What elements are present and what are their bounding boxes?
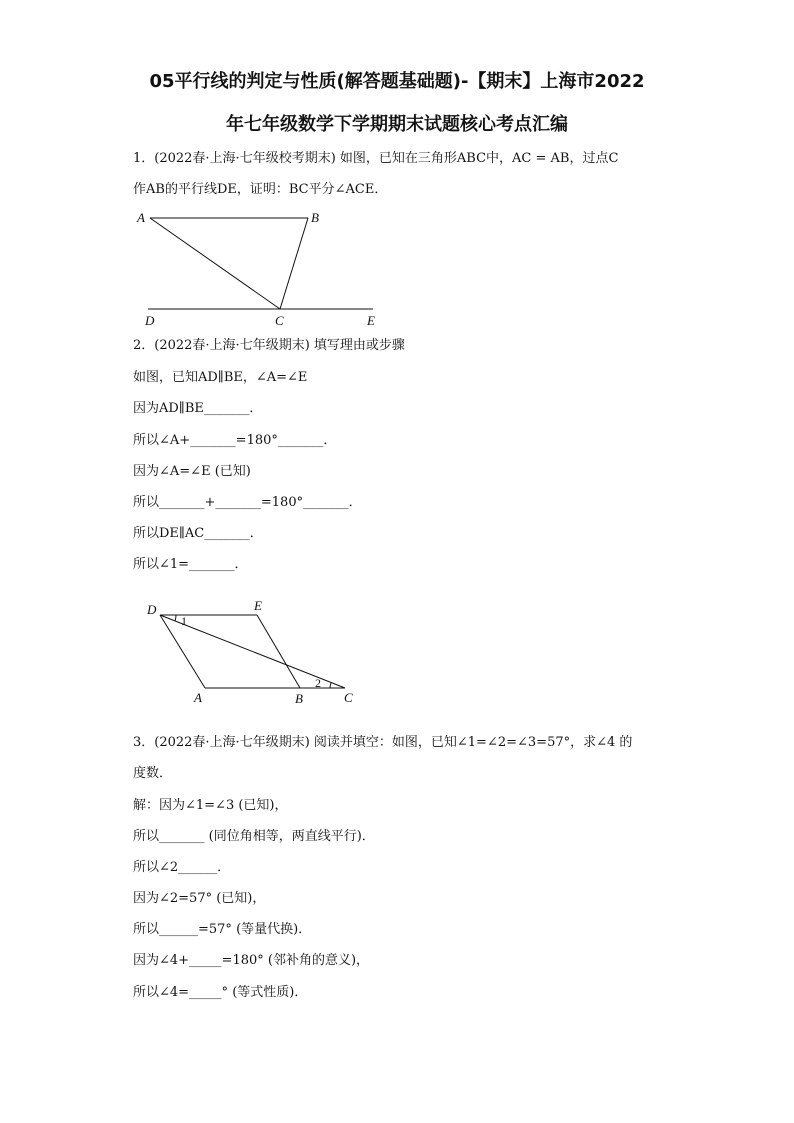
- document-title-line-1: 05平行线的判定与性质(解答题基础题)-【期末】上海市2022: [149, 71, 645, 92]
- q2-text-line-3: 因为AD∥BE_______．: [133, 401, 263, 416]
- q2-text-line-5: 因为∠A=∠E (已知): [133, 464, 251, 479]
- angle-label-1: 1: [181, 614, 187, 628]
- label-c: C: [344, 690, 353, 705]
- q3-text-line-8: 因为∠4+_____=180° (邻补角的意义)，: [133, 953, 370, 968]
- angle-1-arc: [175, 615, 176, 621]
- q3-text-line-9: 所以∠4=_____° (等式性质)．: [133, 985, 308, 1000]
- label-d: D: [147, 602, 157, 617]
- label-e: E: [254, 598, 262, 613]
- segment-eb: [257, 615, 300, 688]
- segment-bc: [280, 218, 308, 309]
- q1-figure: [130, 205, 390, 330]
- q2-text-line-8: 所以∠1=_______．: [133, 557, 248, 572]
- q2-text-line-2: 如图，已知AD∥BE，∠A=∠E: [133, 370, 308, 385]
- q3-text-line-7: 所以______=57° (等量代换)．: [133, 922, 312, 937]
- q2-figure: [140, 598, 365, 708]
- q2-text-line-7: 所以DE∥AC_______．: [133, 526, 263, 541]
- q3-text-line-1: 3．(2022春·上海·七年级期末) 阅读并填空：如图，已知∠1=∠2=∠3=57°，求∠4 的: [133, 735, 633, 750]
- label-b: B: [295, 691, 303, 706]
- q3-text-line-5: 所以∠2______．: [133, 860, 231, 875]
- q3-text-line-4: 所以_______ (同位角相等，两直线平行)．: [133, 829, 375, 844]
- q1-text-line-1: 1．(2022春·上海·七年级校考期末) 如图，已知在三角形ABC中，AC = AB，过点C: [133, 151, 619, 166]
- q3-text-line-2: 度数．: [133, 766, 173, 781]
- label-c: C: [275, 313, 284, 328]
- q3-text-line-3: 解：因为∠1=∠3 (已知)，: [133, 798, 288, 813]
- q1-text-line-2: 作AB的平行线DE，证明：BC平分∠ACE．: [133, 182, 388, 197]
- document-title-line-2: 年七年级数学下学期期末试题核心考点汇编: [226, 114, 568, 135]
- label-a: A: [137, 210, 145, 225]
- segment-ac: [150, 218, 280, 309]
- label-a: A: [194, 690, 202, 705]
- label-e: E: [367, 313, 375, 328]
- q2-text-line-4: 所以∠A+_______=180°_______．: [133, 433, 337, 448]
- angle-label-2: 2: [315, 676, 321, 690]
- q3-text-line-6: 因为∠2=57° (已知)，: [133, 891, 266, 906]
- label-b: B: [311, 210, 319, 225]
- q2-text-line-6: 所以_______+_______=180°_______．: [133, 495, 362, 510]
- label-d: D: [145, 313, 155, 328]
- angle-2-arc: [330, 683, 331, 688]
- q2-text-line-1: 2．(2022春·上海·七年级期末) 填写理由或步骤: [133, 338, 405, 353]
